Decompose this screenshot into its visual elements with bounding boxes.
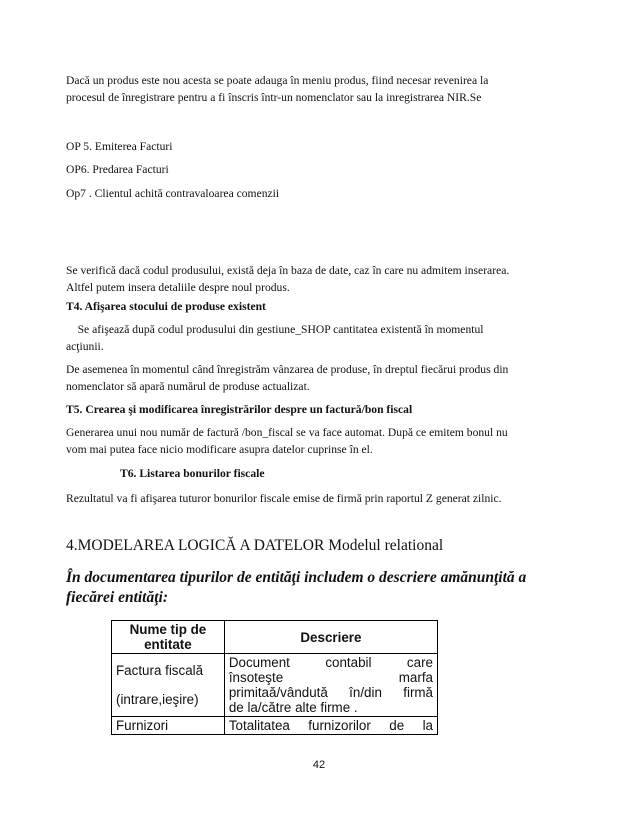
section-heading: 4.MODELAREA LOGICĂ A DATELOR Modelul relational bbox=[66, 537, 444, 554]
header-entity-name: Nume tip de entitate bbox=[112, 621, 225, 654]
t4-line-4: nomenclator să apară numărul de produse actualizat. bbox=[66, 380, 310, 393]
t4-line-3: De asemenea în momentul când înregistrăm vânzarea de produse, în dreptul fiecărui produs din bbox=[66, 363, 509, 376]
verify-line-1: Se verifică dacă codul produsului, există deja în baza de date, caz în care nu admitem inserarea. bbox=[66, 264, 510, 277]
description-line-4: de la/către alte firme . bbox=[228, 700, 358, 715]
verify-line-2: Altfel putem insera detaliile despre noul produs. bbox=[66, 281, 290, 294]
entity-name-cell bbox=[112, 654, 225, 717]
table-header-row bbox=[112, 621, 438, 654]
nir-line-2: procesul de înregistrare pentru a fi înscris într-un nomenclator sau la inregistrarea NIR.Se bbox=[66, 91, 482, 104]
entity-description-cell bbox=[224, 654, 437, 717]
page-number: 42 bbox=[312, 759, 326, 771]
t4-heading: T4. Afişarea stocului de produse existent bbox=[66, 300, 266, 313]
description-line-2: însoteşte marfa bbox=[228, 670, 433, 685]
t5-line-1: Generarea unui nou număr de factură /bon_fiscal se va face automat. După ce emitem bonul nu bbox=[66, 426, 508, 439]
description-line-3: primitaă/vândută în/din firmă bbox=[228, 685, 433, 700]
header-description: Descriere bbox=[224, 621, 437, 654]
t6-line-1: Rezultatul va fi afişarea tuturor bonurilor fiscale emise de firmă prin raportul Z generat zilnic. bbox=[66, 492, 502, 505]
t4-line-1: Se afişează după codul produsului din gestiune_SHOP cantitatea existentă în momentul bbox=[66, 323, 484, 336]
op6-line: OP6. Predarea Facturi bbox=[66, 163, 169, 176]
entity-name-cell: Furnizori bbox=[112, 717, 225, 735]
table-row bbox=[112, 717, 438, 735]
entity-name-line-2: (intrare,ieşire) bbox=[116, 692, 199, 707]
nir-paragraph bbox=[66, 72, 586, 106]
op7-line: Op7 . Clientul achită contravaloarea comenzii bbox=[66, 187, 280, 200]
t4-line-2: acţiunii. bbox=[66, 340, 104, 353]
entity-name-line-1: Factura fiscală bbox=[116, 663, 204, 678]
description-line-1: Totalitatea furnizorilor de la bbox=[228, 718, 433, 733]
entity-description-cell bbox=[224, 717, 437, 735]
table-row bbox=[112, 654, 438, 717]
op5-line: OP 5. Emiterea Facturi bbox=[66, 140, 173, 153]
entity-table bbox=[111, 620, 438, 735]
nir-line-1: Dacă un produs este nou acesta se poate adauga în meniu produs, fiind necesar revenirea la bbox=[66, 74, 489, 87]
t6-heading: T6. Listarea bonurilor fiscale bbox=[120, 467, 265, 480]
t5-line-2: vom mai putea face nicio modificare asupra datelor cuprinse în el. bbox=[66, 443, 373, 456]
verify-paragraph bbox=[66, 262, 586, 296]
section-intro: În documentarea tipurilor de entităţi includem o descriere amănunţită a fiecărei entităţi: bbox=[66, 569, 527, 606]
t5-heading: T5. Crearea şi modificarea înregistrărilor despre un factură/bon fiscal bbox=[66, 403, 413, 416]
description-line-1: Document contabil care bbox=[228, 655, 433, 670]
